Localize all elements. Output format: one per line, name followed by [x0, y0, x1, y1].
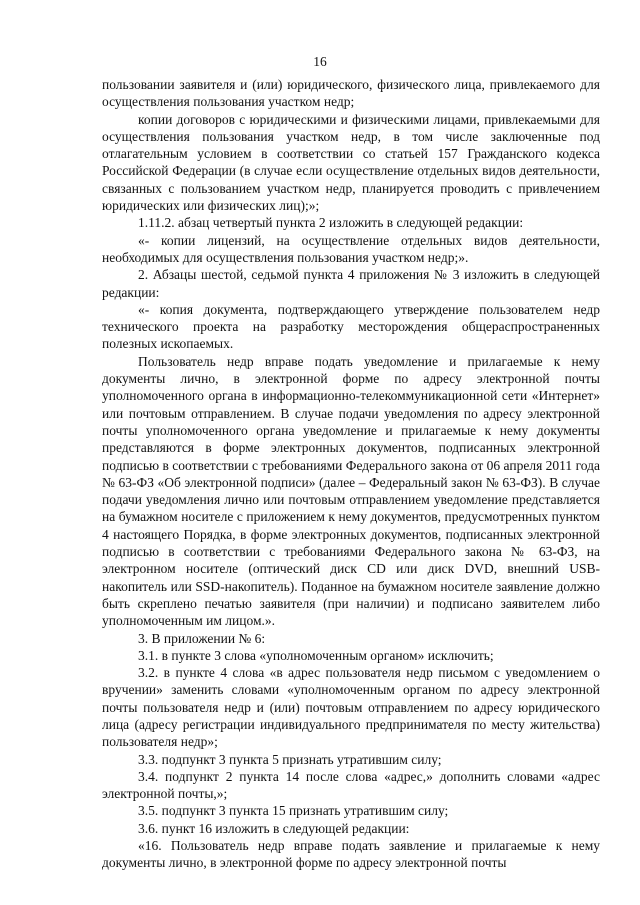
- paragraph-1: пользовании заявителя и (или) юридического, физического лица, привлекаемого для осуществления пользования участком недр;: [102, 77, 600, 110]
- paragraph-9: 3.1. в пункте 3 слова «уполномоченным органом» исключить;: [138, 647, 494, 663]
- paragraph-15: «16. Пользователь недр вправе подать заявление и прилагаемые к нему документы лично, в электронной форме по адресу электронной почты: [102, 838, 600, 871]
- paragraph-11: 3.3. подпункт 3 пункта 5 признать утратившим силу;: [138, 751, 442, 767]
- paragraph-5: 2. Абзацы шестой, седьмой пункта 4 приложения № 3 изложить в следующей редакции:: [102, 267, 600, 300]
- paragraph-7: Пользователь недр вправе подать уведомление и прилагаемые к нему документы лично, в электронной форме по адресу электронной почты уполномоченного органа в информационно-телекоммуникационной сети «Интернет» или почтовым отправлением. В случае подачи уведомления по адресу электронной почты уполномоченного органа уведомление и прилагаемые к нему документы представляются в форме электронных документов, подписанных электронной подписью в соответствии с требованиями Федерального закона от 06 апреля 2011 года № 63-ФЗ «Об электронной подписи» (далее – Федеральный закон № 63-ФЗ). В случае подачи уведомления лично или почтовым отправлением уведомление представляется на бумажном носителе с приложением к нему документов, предусмотренных пунктом 4 настоящего Порядка, в форме электронных документов, подписанных электронной подписью в соответствии с требованиями Федерального закона № 63-ФЗ, на электронном носителе (оптический диск CD или диск DVD, внешний USB-накопитель или SSD-накопитель). Поданное на бумажном носителе заявление должно быть скреплено печатью заявителя (при наличии) и подписано заявителем либо уполномоченным им лицом.».: [102, 353, 600, 629]
- paragraph-4: «- копии лицензий, на осуществление отдельных видов деятельности, необходимых для осуществления пользования участком недр;».: [102, 232, 600, 265]
- paragraph-3: 1.11.2. абзац четвертый пункта 2 изложить в следующей редакции:: [138, 215, 524, 231]
- paragraph-13: 3.5. подпункт 3 пункта 15 признать утратившим силу;: [138, 803, 449, 819]
- paragraph-6: «- копия документа, подтверждающего утверждение пользователем недр технического проекта на разработку месторождения общераспространенных полезных ископаемых.: [102, 301, 600, 352]
- paragraph-8: 3. В приложении № 6:: [138, 630, 266, 646]
- paragraph-2: копии договоров с юридическими и физическими лицами, привлекаемыми для осуществления пользования участком недр, в том числе заключенные под отлагательным условием в соответствии со статьей 157 Гражданского кодекса Российской Федерации (в случае если осуществление отдельных видов деятельности, связанных с пользованием участком недр, планируется проводить с привлечением юридических или физических лиц);»;: [102, 111, 600, 214]
- document-body: [102, 76, 600, 872]
- paragraph-14: 3.6. пункт 16 изложить в следующей редакции:: [138, 820, 410, 836]
- page-number: 16: [313, 54, 327, 69]
- paragraph-10: 3.2. в пункте 4 слова «в адрес пользователя недр письмом с уведомлением о вручении» заменить словами «уполномоченным органом по адресу электронной почты пользователя недр и (или) почтовым отправлением по адресу юридического лица (адресу регистрации индивидуального предпринимателя по месту жительства) пользователя недр»;: [102, 665, 600, 750]
- paragraph-12: 3.4. подпункт 2 пункта 14 после слова «адрес,» дополнить словами «адрес электронной почты,»;: [102, 768, 600, 802]
